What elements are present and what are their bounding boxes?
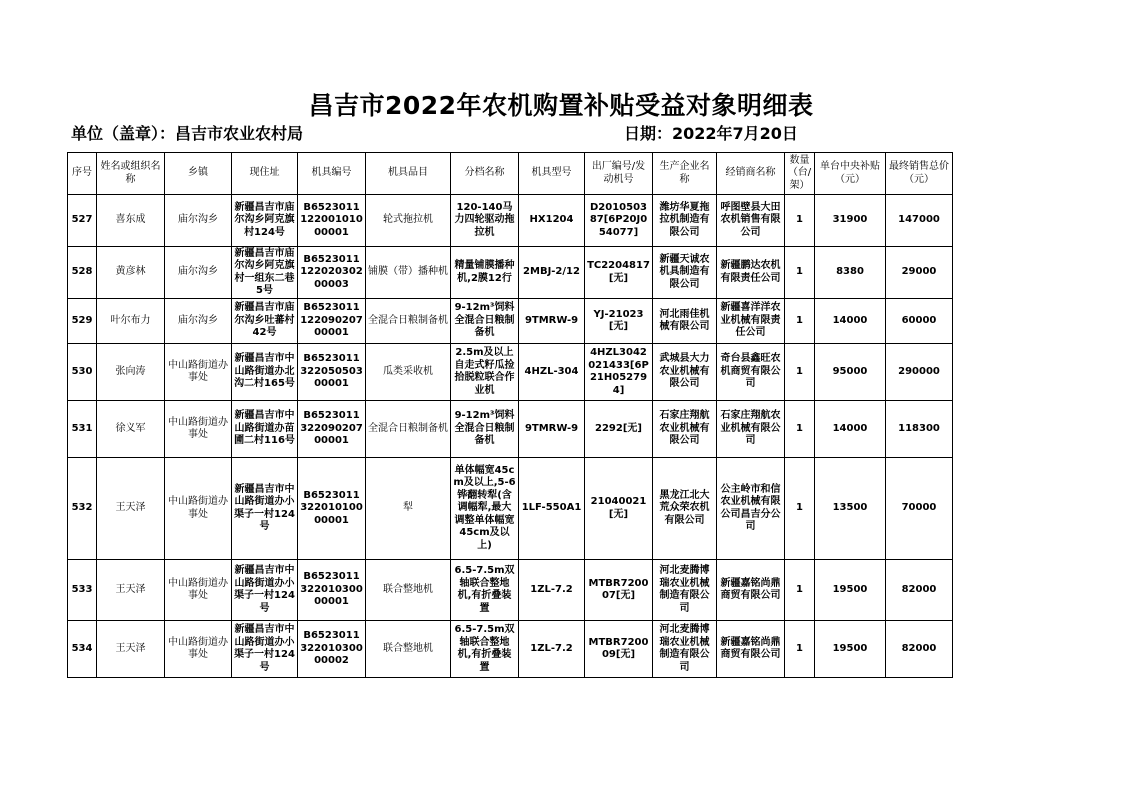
table-cell: 1ZL-7.2 bbox=[519, 621, 585, 678]
table-cell: 王天泽 bbox=[97, 560, 165, 621]
table-cell: 528 bbox=[68, 247, 97, 299]
header-cell: 生产企业名称 bbox=[653, 153, 717, 195]
table-cell: 290000 bbox=[886, 344, 953, 401]
table-cell: 527 bbox=[68, 195, 97, 247]
table-cell: 呼图壁县大田农机销售有限公司 bbox=[717, 195, 785, 247]
table-cell: 精量铺膜播种机,2膜12行 bbox=[451, 247, 519, 299]
table-cell: 公主岭市和信农业机械有限公司昌吉分公司 bbox=[717, 458, 785, 560]
table-cell: 2.5m及以上自走式籽瓜捡拾脱粒联合作业机 bbox=[451, 344, 519, 401]
table-cell: 中山路街道办事处 bbox=[165, 458, 232, 560]
table-cell: 新疆喜洋洋农业机械有限责任公司 bbox=[717, 299, 785, 344]
table-cell: 70000 bbox=[886, 458, 953, 560]
table-cell: 1ZL-7.2 bbox=[519, 560, 585, 621]
table-cell: 1LF-550A1 bbox=[519, 458, 585, 560]
table-cell: 4HZL-304 bbox=[519, 344, 585, 401]
table-cell: 新疆昌吉市庙尔沟乡阿克旗村124号 bbox=[232, 195, 298, 247]
header-cell: 序号 bbox=[68, 153, 97, 195]
table-cell: 1 bbox=[785, 195, 815, 247]
table-cell: 1 bbox=[785, 299, 815, 344]
document-title: 昌吉市2022年农机购置补贴受益对象明细表 bbox=[308, 91, 814, 120]
table-cell: 新疆嘉铭尚鼎商贸有限公司 bbox=[717, 560, 785, 621]
table-cell: D201050387[6P20J054077] bbox=[585, 195, 653, 247]
table-cell: 530 bbox=[68, 344, 97, 401]
table-cell: B652301112202030200003 bbox=[298, 247, 366, 299]
table-cell: 147000 bbox=[886, 195, 953, 247]
table-cell: 82000 bbox=[886, 560, 953, 621]
table-cell: 新疆昌吉市中山路街道办北沟二村165号 bbox=[232, 344, 298, 401]
table-cell: 河北雨佳机械有限公司 bbox=[653, 299, 717, 344]
table-cell: 31900 bbox=[815, 195, 886, 247]
table-cell: 犁 bbox=[366, 458, 451, 560]
table-row bbox=[68, 299, 953, 344]
table-cell: 河北麦腾博瑞农业机械制造有限公司 bbox=[653, 621, 717, 678]
table-cell: 82000 bbox=[886, 621, 953, 678]
header-cell: 机具编号 bbox=[298, 153, 366, 195]
table-cell: 全混合日粮制备机 bbox=[366, 401, 451, 458]
table-row bbox=[68, 401, 953, 458]
table-cell: 河北麦腾博瑞农业机械制造有限公司 bbox=[653, 560, 717, 621]
table-cell: 全混合日粮制备机 bbox=[366, 299, 451, 344]
table-cell: B652301132209020700001 bbox=[298, 401, 366, 458]
header-cell: 机具品目 bbox=[366, 153, 451, 195]
table-cell: B652301132201030000001 bbox=[298, 560, 366, 621]
table-cell: 2292[无] bbox=[585, 401, 653, 458]
table-cell: 8380 bbox=[815, 247, 886, 299]
table-cell: 新疆昌吉市庙尔沟乡吐蕃村42号 bbox=[232, 299, 298, 344]
header-cell: 现住址 bbox=[232, 153, 298, 195]
table-cell: 黑龙江北大荒众荣农机有限公司 bbox=[653, 458, 717, 560]
table-cell: 联合整地机 bbox=[366, 560, 451, 621]
table-cell: YJ-21023[无] bbox=[585, 299, 653, 344]
table-cell: 新疆昌吉市中山路街道办小渠子一村124号 bbox=[232, 621, 298, 678]
table-cell: 534 bbox=[68, 621, 97, 678]
table-cell: 533 bbox=[68, 560, 97, 621]
table-cell: 中山路街道办事处 bbox=[165, 344, 232, 401]
table-cell: 王天泽 bbox=[97, 458, 165, 560]
table-cell: 轮式拖拉机 bbox=[366, 195, 451, 247]
table-cell: 9-12m³饲料全混合日粮制备机 bbox=[451, 299, 519, 344]
header-row bbox=[68, 153, 953, 195]
table-cell: 中山路街道办事处 bbox=[165, 401, 232, 458]
table-cell: 中山路街道办事处 bbox=[165, 621, 232, 678]
table-row bbox=[68, 195, 953, 247]
table-cell: 奇台县鑫旺农机商贸有限公司 bbox=[717, 344, 785, 401]
table-cell: 新疆昌吉市中山路街道办小渠子一村124号 bbox=[232, 560, 298, 621]
table-cell: 1 bbox=[785, 401, 815, 458]
header-cell: 出厂编号/发动机号 bbox=[585, 153, 653, 195]
table-cell: B652301112209020700001 bbox=[298, 299, 366, 344]
table-cell: 532 bbox=[68, 458, 97, 560]
date-label: 日期：2022年7月20日 bbox=[624, 124, 798, 143]
table-cell: 14000 bbox=[815, 299, 886, 344]
table-cell: 6.5-7.5m双轴联合整地机,有折叠装置 bbox=[451, 621, 519, 678]
table-cell: 新疆鹏达农机有限责任公司 bbox=[717, 247, 785, 299]
subsidy-table bbox=[67, 152, 953, 678]
header-cell: 机具型号 bbox=[519, 153, 585, 195]
table-row bbox=[68, 344, 953, 401]
table-cell: 单体幅宽45cm及以上,5-6铧翻转犁(含调幅犁,最大调整单体幅宽45cm及以上) bbox=[451, 458, 519, 560]
header-cell: 分档名称 bbox=[451, 153, 519, 195]
table-cell: 中山路街道办事处 bbox=[165, 560, 232, 621]
header-cell: 最终销售总价（元） bbox=[886, 153, 953, 195]
table-cell: B652301132201010000001 bbox=[298, 458, 366, 560]
table-cell: 29000 bbox=[886, 247, 953, 299]
table-cell: 120-140马力四轮驱动拖拉机 bbox=[451, 195, 519, 247]
table-cell: 新疆昌吉市中山路街道办小渠子一村124号 bbox=[232, 458, 298, 560]
header-cell: 数量（台/架） bbox=[785, 153, 815, 195]
header-cell: 单台中央补贴（元） bbox=[815, 153, 886, 195]
table-cell: TC2204817[无] bbox=[585, 247, 653, 299]
table-cell: 118300 bbox=[886, 401, 953, 458]
table-cell: 4HZL3042021433[6P21H052794] bbox=[585, 344, 653, 401]
table-cell: 2MBJ-2/12 bbox=[519, 247, 585, 299]
table-cell: 新疆昌吉市庙尔沟乡阿克旗村一组东二巷5号 bbox=[232, 247, 298, 299]
table-cell: 张向涛 bbox=[97, 344, 165, 401]
table-cell: B652301132201030000002 bbox=[298, 621, 366, 678]
table-cell: MTBR720009[无] bbox=[585, 621, 653, 678]
table-cell: 95000 bbox=[815, 344, 886, 401]
table-cell: 铺膜（带）播种机 bbox=[366, 247, 451, 299]
table-cell: 潍坊华夏拖拉机制造有限公司 bbox=[653, 195, 717, 247]
table-cell: 6.5-7.5m双轴联合整地机,有折叠装置 bbox=[451, 560, 519, 621]
table-cell: 新疆天诚农机具制造有限公司 bbox=[653, 247, 717, 299]
table-cell: 叶尔布力 bbox=[97, 299, 165, 344]
table-cell: MTBR720007[无] bbox=[585, 560, 653, 621]
table-cell: 喜东成 bbox=[97, 195, 165, 247]
table-cell: 瓜类采收机 bbox=[366, 344, 451, 401]
table-row bbox=[68, 560, 953, 621]
table-cell: 529 bbox=[68, 299, 97, 344]
table-cell: 武城县大力农业机械有限公司 bbox=[653, 344, 717, 401]
table-cell: 60000 bbox=[886, 299, 953, 344]
table-cell: 21040021[无] bbox=[585, 458, 653, 560]
table-cell: 13500 bbox=[815, 458, 886, 560]
table-cell: 9TMRW-9 bbox=[519, 299, 585, 344]
header-cell: 乡镇 bbox=[165, 153, 232, 195]
table-cell: 联合整地机 bbox=[366, 621, 451, 678]
table-cell: 9TMRW-9 bbox=[519, 401, 585, 458]
table-cell: 庙尔沟乡 bbox=[165, 247, 232, 299]
table-cell: 1 bbox=[785, 458, 815, 560]
table-cell: 新疆昌吉市中山路街道办苗圃二村116号 bbox=[232, 401, 298, 458]
table-cell: HX1204 bbox=[519, 195, 585, 247]
table-cell: 庙尔沟乡 bbox=[165, 299, 232, 344]
table-row bbox=[68, 247, 953, 299]
table-row bbox=[68, 621, 953, 678]
table-cell: 19500 bbox=[815, 560, 886, 621]
table-cell: 徐义军 bbox=[97, 401, 165, 458]
table-cell: 新疆嘉铭尚鼎商贸有限公司 bbox=[717, 621, 785, 678]
unit-label: 单位（盖章）：昌吉市农业农村局 bbox=[71, 124, 304, 143]
table-cell: 黄彦林 bbox=[97, 247, 165, 299]
header-cell: 经销商名称 bbox=[717, 153, 785, 195]
table-cell: 王天泽 bbox=[97, 621, 165, 678]
header-cell: 姓名或组织名称 bbox=[97, 153, 165, 195]
table-cell: 531 bbox=[68, 401, 97, 458]
table-cell: 石家庄翔航农业机械有限公司 bbox=[717, 401, 785, 458]
table-cell: 1 bbox=[785, 560, 815, 621]
table-cell: 庙尔沟乡 bbox=[165, 195, 232, 247]
table-row bbox=[68, 458, 953, 560]
table-cell: B652301112200101000001 bbox=[298, 195, 366, 247]
table-cell: 1 bbox=[785, 621, 815, 678]
table-cell: 石家庄翔航农业机械有限公司 bbox=[653, 401, 717, 458]
table-cell: 1 bbox=[785, 344, 815, 401]
table-cell: 1 bbox=[785, 247, 815, 299]
table-cell: 9-12m³饲料全混合日粮制备机 bbox=[451, 401, 519, 458]
table-cell: 19500 bbox=[815, 621, 886, 678]
table-cell: B652301132205050300001 bbox=[298, 344, 366, 401]
table-cell: 14000 bbox=[815, 401, 886, 458]
